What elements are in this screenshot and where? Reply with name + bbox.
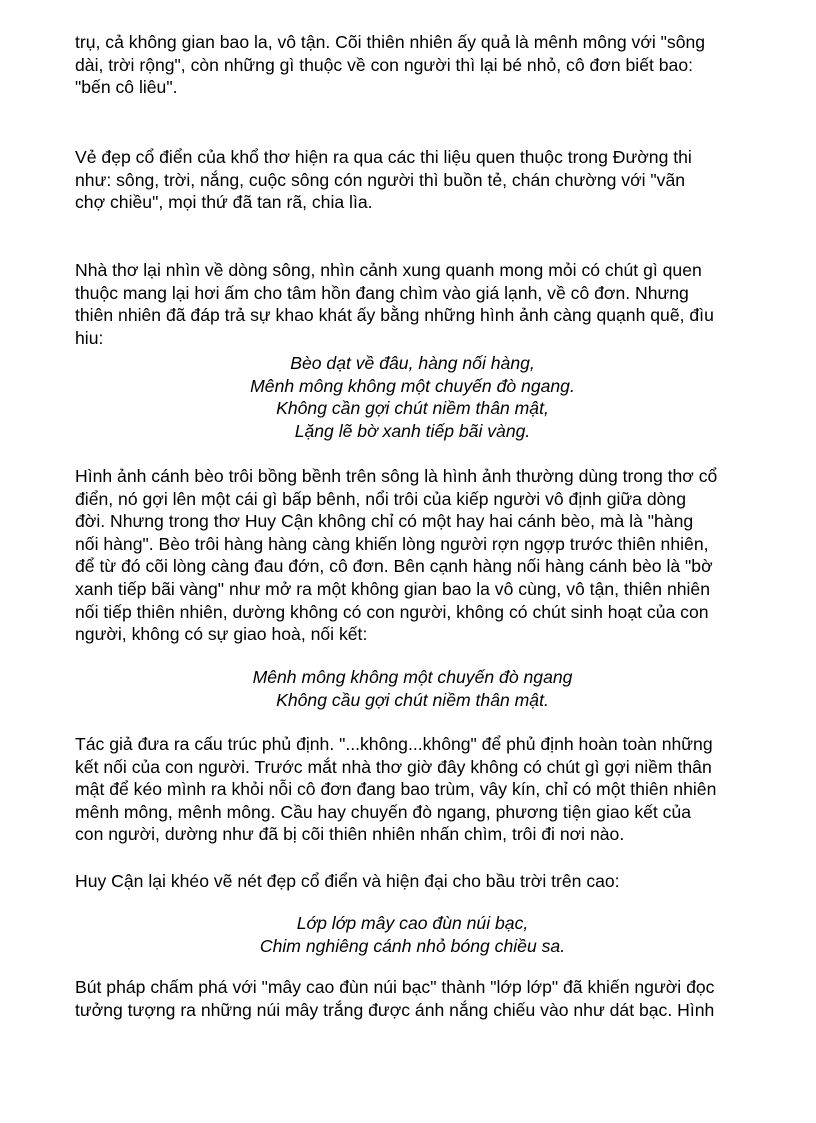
paragraph xyxy=(75,870,750,893)
poem-stanza xyxy=(75,352,750,442)
text-line: Vẻ đẹp cổ điển của khổ thơ hiện ra qua các thi liệu quen thuộc trong Đường thi xyxy=(75,147,692,167)
text-line: "bến cô liêu". xyxy=(75,77,178,98)
text-line: trụ, cả không gian bao la, vô tận. Cõi thiên nhiên ấy quả là mênh mông với "sông xyxy=(75,32,706,52)
poem-line: Bèo dạt về đâu, hàng nối hàng, xyxy=(290,353,535,373)
text-line: nối tiếp thiên nhiên, dường không có con người, không có chút sinh hoạt của con xyxy=(75,601,709,622)
poem-line: Mênh mông không một chuyến đò ngang. xyxy=(250,375,575,396)
paragraph xyxy=(75,31,750,99)
poem-line: Chim nghiêng cánh nhỏ bóng chiều sa. xyxy=(259,935,566,956)
text-line: Hình ảnh cánh bèo trôi bồng bềnh trên sông là hình ảnh thường dùng trong thơ cổ xyxy=(75,466,718,486)
poem-line: Mênh mông không một chuyến đò ngang xyxy=(252,667,573,687)
poem-line: Lặng lẽ bờ xanh tiếp bãi vàng. xyxy=(294,420,531,441)
paragraph xyxy=(75,976,750,1021)
text-line: để từ đó cõi lòng càng đau đớn, cô đơn. Bên cạnh hàng nối hàng cánh bèo là "bờ xyxy=(75,556,713,577)
poem-stanza xyxy=(75,912,750,957)
poem-line: Lớp lớp mây cao đùn núi bạc, xyxy=(296,913,529,933)
poem-line: Không cần gợi chút niềm thân mật, xyxy=(276,398,549,419)
text-line: nối hàng". Bèo trôi hàng hàng càng khiến lòng người rợn ngợp trước thiên nhiên, xyxy=(75,533,709,554)
paragraph xyxy=(75,259,750,349)
text-line: tưởng tượng ra những núi mây trắng được ánh nắng chiếu vào như dát bạc. Hình xyxy=(75,999,715,1020)
text-line: thuộc mang lại hơi ấm cho tâm hồn đang chìm vào giá lạnh, về cô đơn. Nhưng xyxy=(75,282,689,303)
text-line: Bút pháp chấm phá với "mây cao đùn núi bạc" thành "lớp lớp" đã khiến người đọc xyxy=(75,977,715,997)
text-line: Huy Cận lại khéo vẽ nét đẹp cổ điển và hiện đại cho bầu trời trên cao: xyxy=(75,871,620,891)
text-line: người, không có sự giao hoà, nối kết: xyxy=(75,624,368,645)
text-line: xanh tiếp bãi vàng" như mở ra một không gian bao la vô cùng, vô tận, thiên nhiên xyxy=(75,578,710,599)
text-line: mênh mông, mênh mông. Cầu hay chuyến đò ngang, phương tiện giao kết của xyxy=(75,801,692,822)
text-line: mật để kéo mình ra khỏi nỗi cô đơn đang bao trùm, vây kín, chỉ có một thiên nhiên xyxy=(75,779,717,800)
text-line: thiên nhiên đã đáp trả sự khao khát ấy bằng những hình ảnh càng quạnh quẽ, đìu xyxy=(75,305,714,326)
paragraph xyxy=(75,146,750,214)
text-line: Tác giả đưa ra cấu trúc phủ định. "...không...không" để phủ định hoàn toàn những xyxy=(75,734,713,754)
text-line: đời. Nhưng trong thơ Huy Cận không chỉ có một hay hai cánh bèo, mà là "hàng xyxy=(75,511,694,532)
poem-line: Không cầu gợi chút niềm thân mật. xyxy=(276,689,549,710)
text-line: Nhà thơ lại nhìn về dòng sông, nhìn cảnh xung quanh mong mỏi có chút gì quen xyxy=(75,260,702,280)
paragraph xyxy=(75,733,750,846)
text-line: con người, dường như đã bị cõi thiên nhiên nhấn chìm, trôi đi nơi nào. xyxy=(75,824,625,845)
text-line: điển, nó gợi lên một cái gì bấp bênh, nổi trôi của kiếp người vô định giữa dòng xyxy=(75,488,686,509)
paragraph xyxy=(75,465,750,646)
text-line: dài, trời rộng", còn những gì thuộc về con người thì lại bé nhỏ, cô đơn biết bao: xyxy=(75,54,694,75)
text-line: như: sông, trời, nắng, cuộc sông cón người thì buồn tẻ, chán chường với "vãn xyxy=(75,169,686,190)
poem-stanza xyxy=(75,666,750,711)
text-line: chợ chiều", mọi thứ đã tan rã, chia lìa. xyxy=(75,192,373,213)
text-line: kết nối của con người. Trước mắt nhà thơ giờ đây không có chút gì gợi niềm thân xyxy=(75,756,712,777)
text-line: hiu: xyxy=(75,327,104,348)
